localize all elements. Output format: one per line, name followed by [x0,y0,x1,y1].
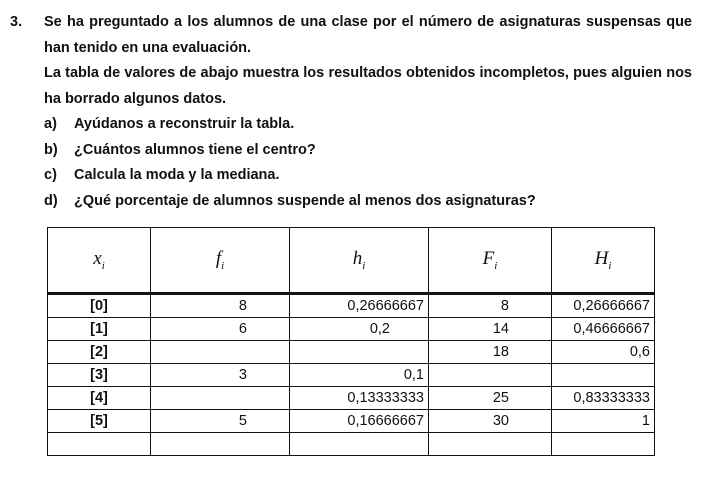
cell-hi: 0,13333333 [290,387,429,410]
cell-xi: [4] [48,387,151,410]
question-item: d) ¿Qué porcentaje de alumnos suspende al menos dos asignaturas? [44,192,536,209]
cell-Fi: 8 [429,294,552,318]
question-block [10,10,692,214]
header-Hi: $H_i$ [552,228,655,294]
cell-Hi: 0,26666667 [552,294,655,318]
cell-xi: [3] [48,364,151,387]
cell-fi [151,387,290,410]
cell-Fi [429,433,552,456]
question-paragraph: La tabla de valores de abajo muestra los resultados obtenidos incompletos, pues alguien nos ha borrado algunos datos. [44,65,692,107]
cell-fi: 3 [151,364,290,387]
cell-xi: [5] [48,410,151,433]
header-hi: $h_i$ [290,228,429,294]
table-row [48,387,655,410]
question-item: b) ¿Cuántos alumnos tiene el centro? [44,141,316,158]
cell-xi: [2] [48,341,151,364]
header-Fi: $F_i$ [429,228,552,294]
cell-xi: [1] [48,318,151,341]
cell-hi: 0,1 [290,364,429,387]
cell-Hi: 0,6 [552,341,655,364]
cell-fi [151,341,290,364]
question-item: a) Ayúdanos a reconstruir la tabla. [44,116,295,132]
question-number: 3. [10,14,23,30]
cell-xi [48,433,151,456]
table-row [48,294,655,318]
cell-hi: 0,16666667 [290,410,429,433]
cell-Fi [429,364,552,387]
table-row [48,318,655,341]
cell-hi: 0,2 [290,318,429,341]
header-row [48,228,655,294]
question-intro: Se ha preguntado a los alumnos de una clase por el número de asignaturas suspensas que han tenido en una evaluación. [44,14,692,56]
cell-fi [151,433,290,456]
cell-Fi: 18 [429,341,552,364]
cell-hi [290,433,429,456]
cell-fi: 5 [151,410,290,433]
cell-hi: 0,26666667 [290,294,429,318]
frequency-table [47,227,655,456]
table-row [48,410,655,433]
cell-Hi: 1 [552,410,655,433]
header-xi: $x_i$ [48,228,151,294]
cell-hi [290,341,429,364]
cell-fi: 8 [151,294,290,318]
cell-fi: 6 [151,318,290,341]
table-row [48,433,655,456]
cell-Hi [552,433,655,456]
cell-Hi: 0,46666667 [552,318,655,341]
cell-xi: [0] [48,294,151,318]
cell-Fi: 30 [429,410,552,433]
cell-Fi: 25 [429,387,552,410]
cell-Fi: 14 [429,318,552,341]
question-items [44,112,692,214]
cell-Hi [552,364,655,387]
table-row [48,341,655,364]
cell-Hi: 0,83333333 [552,387,655,410]
header-fi: $f_i$ [151,228,290,294]
question-item: c) Calcula la moda y la mediana. [44,167,280,183]
table-row [48,364,655,387]
